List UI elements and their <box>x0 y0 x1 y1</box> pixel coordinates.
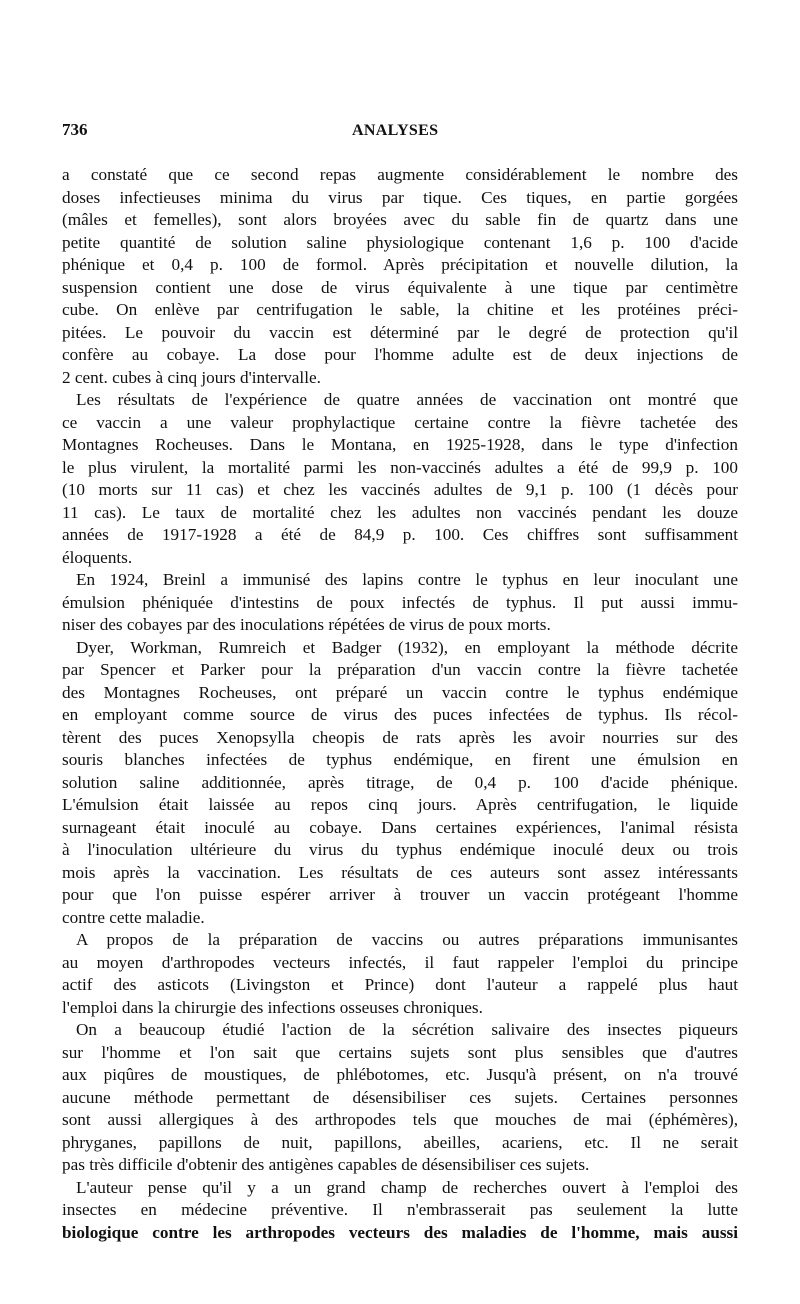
text-line: l'emploi dans la chirurgie des infections osseuses chroniques. <box>62 997 483 1017</box>
text-line: par Spencer et Parker pour la préparation d'un vaccin contre la fièvre tachetée <box>62 660 738 679</box>
text-line: surnageant était inoculé au cobaye. Dans certaines expériences, l'animal résista <box>62 817 738 837</box>
text-line: pour que l'on puisse espérer arriver à trouver un vaccin protégeant l'homme <box>62 885 738 904</box>
text-line: A propos de la préparation de vaccins ou autres préparations immunisantes <box>76 930 738 949</box>
text-line: tèrent des puces Xenopsylla cheopis de rats après les avoir nourries sur des <box>62 727 738 747</box>
text-line: actif des asticots (Livingston et Prince) dont l'auteur a rappelé plus haut <box>62 975 738 994</box>
text-line: biologique contre les arthropodes vecteurs des maladies de l'homme, mais aussi <box>62 1222 738 1242</box>
text-line: L'émulsion était laissée au repos cinq jours. Après centrifugation, le liquide <box>62 795 738 814</box>
text-line: sur l'homme et l'on sait que certains sujets sont plus sensibles que d'autres <box>62 1042 738 1062</box>
text-line: des Montagnes Rocheuses, ont préparé un vaccin contre le typhus endémique <box>62 682 738 702</box>
text-line: ce vaccin a une valeur prophylactique certaine contre la fièvre tachetée des <box>62 412 738 432</box>
text-line: Montagnes Rocheuses. Dans le Montana, en 1925-1928, dans le type d'infection <box>62 435 738 454</box>
text-line: pas très difficile d'obtenir des antigènes capables de désensibiliser ces sujets. <box>62 1155 590 1174</box>
text-line: souris blanches infectées de typhus endémique, en firent une émulsion en <box>62 750 738 769</box>
text-line: le plus virulent, la mortalité parmi les non-vaccinés adultes a été de 99,9 p. 100 <box>62 457 738 477</box>
text-line: en employant comme source de virus des puces infectées de typhus. Ils récol- <box>62 705 738 724</box>
text-line: pitées. Le pouvoir du vaccin est déterminé par le degré de protection qu'il <box>62 322 738 342</box>
text-line: insectes en médecine préventive. Il n'embrasserait pas seulement la lutte <box>62 1200 738 1219</box>
text-line: L'auteur pense qu'il y a un grand champ de recherches ouvert à l'emploi des <box>76 1177 738 1197</box>
text-line: suspension contient une dose de virus équivalente à une tique par centimètre <box>62 277 738 297</box>
page-header <box>62 118 742 144</box>
text-line: En 1924, Breinl a immunisé des lapins contre le typhus en leur inoculant une <box>76 570 738 589</box>
text-line: 11 cas). Le taux de mortalité chez les adultes non vaccinés pendant les douze <box>62 502 738 522</box>
running-title: ANALYSES <box>352 122 439 139</box>
text-line: Dyer, Workman, Rumreich et Badger (1932), en employant la méthode décrite <box>76 637 738 657</box>
text-line: a constaté que ce second repas augmente considérablement le nombre des <box>62 165 738 184</box>
text-line: (10 morts sur 11 cas) et chez les vaccinés adultes de 9,1 p. 100 (1 décès pour <box>62 480 738 499</box>
text-line: Les résultats de l'expérience de quatre années de vaccination ont montré que <box>76 390 738 409</box>
text-line: aucune méthode permettant de désensibiliser ces sujets. Certaines personnes <box>62 1087 738 1107</box>
text-line: (mâles et femelles), sont alors broyées avec du sable fin de quartz dans une <box>62 210 738 229</box>
text-line: confère au cobaye. La dose pour l'homme adulte est de deux injections de <box>62 345 738 364</box>
text-line: solution saline additionnée, après titrage, de 0,4 p. 100 d'acide phénique. <box>62 772 738 792</box>
text-line: petite quantité de solution saline physiologique contenant 1,6 p. 100 d'acide <box>62 232 738 252</box>
text-line: éloquents. <box>62 547 133 567</box>
body-text <box>62 164 738 1244</box>
text-line: années de 1917-1928 a été de 84,9 p. 100. Ces chiffres sont suffisamment <box>62 525 738 544</box>
text-line: contre cette maladie. <box>62 907 205 927</box>
page-number: 736 <box>62 120 88 139</box>
text-line: On a beaucoup étudié l'action de la sécrétion salivaire des insectes piqueurs <box>76 1020 738 1039</box>
text-line: aux piqûres de moustiques, de phlébotomes, etc. Jusqu'à présent, on n'a trouvé <box>62 1065 738 1084</box>
text-line: sont aussi allergiques à des arthropodes tels que mouches de mai (éphémères), <box>62 1110 738 1129</box>
text-line: émulsion phéniquée d'intestins de poux infectés de typhus. Il put aussi immu- <box>62 592 738 612</box>
text-line: à l'inoculation ultérieure du virus du typhus endémique inoculé deux ou trois <box>62 840 738 859</box>
text-line: doses infectieuses minima du virus par tique. Ces tiques, en partie gorgées <box>62 187 738 207</box>
text-line: au moyen d'arthropodes vecteurs infectés, il faut rappeler l'emploi du principe <box>62 952 738 972</box>
text-line: niser des cobayes par des inoculations répétées de virus de poux morts. <box>62 615 551 634</box>
text-line: phryganes, papillons de nuit, papillons, abeilles, acariens, etc. Il ne serait <box>62 1132 738 1152</box>
text-line: 2 cent. cubes à cinq jours d'intervalle. <box>62 367 321 387</box>
text-line: mois après la vaccination. Les résultats de ces auteurs sont assez intéressants <box>62 862 738 882</box>
text-line: cube. On enlève par centrifugation le sable, la chitine et les protéines préci- <box>62 300 738 319</box>
text-line: phénique et 0,4 p. 100 de formol. Après précipitation et nouvelle dilution, la <box>62 255 738 274</box>
